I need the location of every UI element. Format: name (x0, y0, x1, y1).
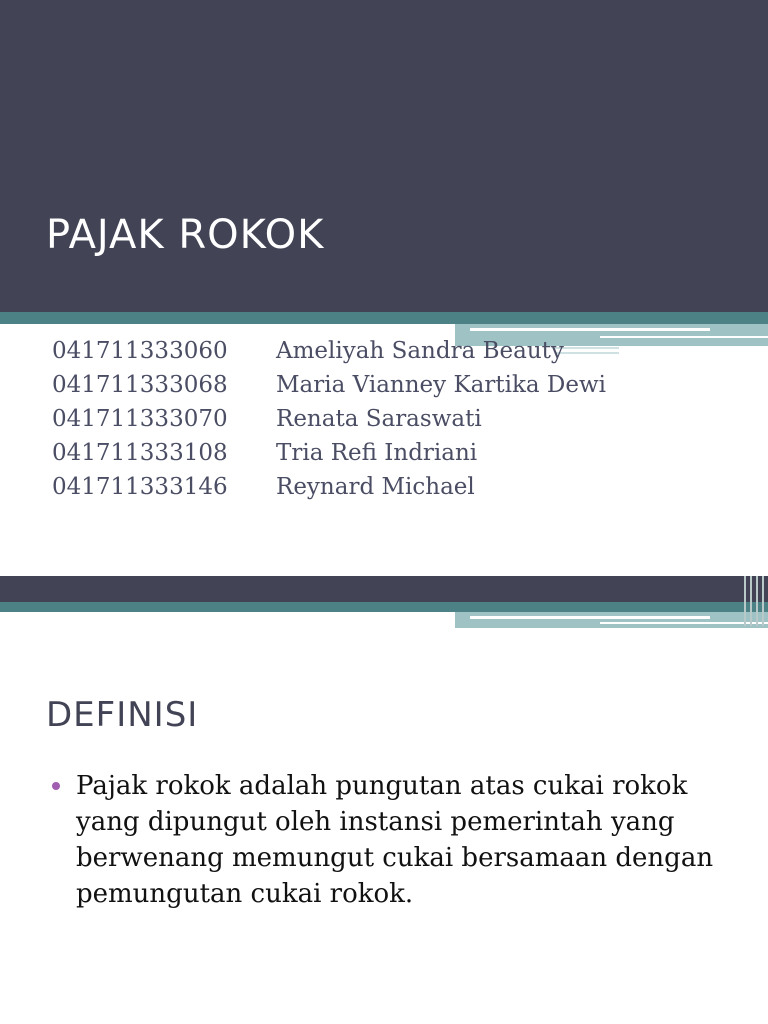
decorative-stripe (455, 612, 768, 628)
decorative-stripe (470, 616, 710, 619)
member-id: 041711333060 (52, 338, 228, 364)
member-name: Tria Refi Indriani (276, 440, 478, 466)
decorative-stripe (762, 576, 764, 626)
member-name: Maria Vianney Kartika Dewi (276, 372, 606, 398)
title-band (0, 0, 768, 312)
bullet-icon (52, 782, 60, 790)
member-name: Renata Saraswati (276, 406, 482, 432)
member-row (52, 334, 672, 368)
member-id: 041711333068 (52, 372, 228, 398)
member-row (52, 470, 672, 504)
member-id: 041711333146 (52, 474, 228, 500)
teal-stripe (0, 602, 768, 612)
member-id: 041711333108 (52, 440, 228, 466)
member-row (52, 368, 672, 402)
member-list (52, 334, 672, 504)
decorative-stripe (600, 622, 768, 624)
slide-title: PAJAK ROKOK (46, 212, 325, 258)
teal-stripe (0, 312, 768, 324)
member-name: Ameliyah Sandra Beauty (276, 338, 564, 364)
title-band (0, 576, 768, 602)
slide-title: DEFINISI (46, 695, 199, 735)
bullet-item (52, 768, 732, 912)
member-name: Reynard Michael (276, 474, 475, 500)
decorative-stripe (744, 576, 746, 626)
member-id: 041711333070 (52, 406, 228, 432)
decorative-stripe (750, 576, 752, 626)
member-row (52, 436, 672, 470)
decorative-stripe (756, 576, 758, 626)
member-row (52, 402, 672, 436)
bullet-text: Pajak rokok adalah pungutan atas cukai rokok yang dipungut oleh instansi pemerintah yang berwenang memungut cukai bersamaan dengan pemungutan cukai rokok. (76, 771, 714, 909)
decorative-stripe (470, 328, 710, 331)
